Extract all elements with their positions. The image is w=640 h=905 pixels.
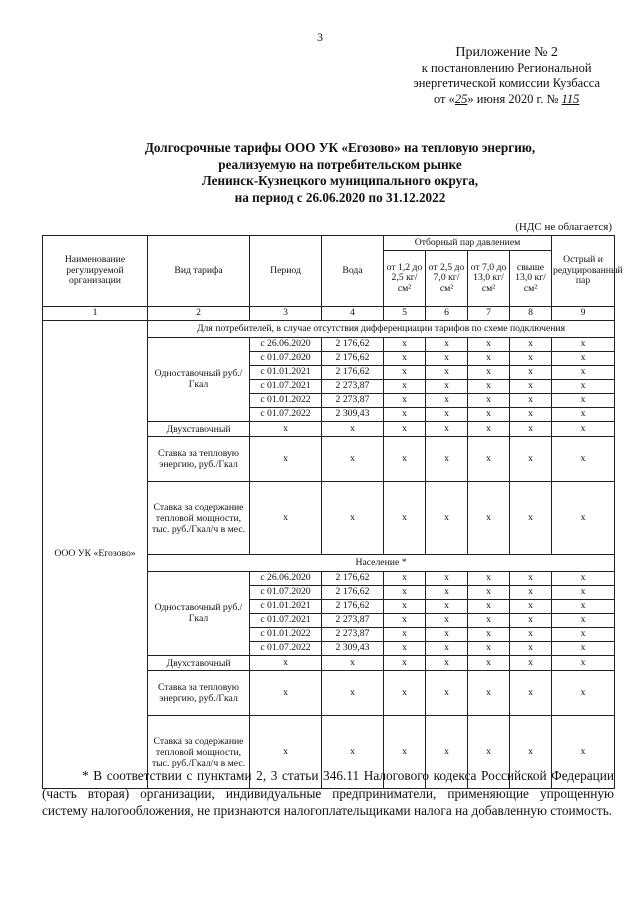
- value-cell: x: [510, 716, 552, 789]
- value-cell: x: [426, 614, 468, 628]
- appendix-title: Приложение № 2: [455, 45, 558, 60]
- value-cell: x: [384, 628, 426, 642]
- value-cell: x: [468, 671, 510, 716]
- value-cell: x: [426, 338, 468, 352]
- value-cell: x: [468, 572, 510, 586]
- value-cell: x: [510, 338, 552, 352]
- two-rate-label: Двухставочный: [148, 422, 250, 437]
- energy-rate-label: Ставка за тепловую энергию, руб./Гкал: [148, 437, 250, 482]
- vat-footnote: [42, 767, 614, 820]
- header-pressure-3: от 7,0 до 13,0 кг/см²: [468, 251, 510, 307]
- section-title: Население *: [148, 555, 615, 572]
- col-number: 3: [250, 307, 322, 321]
- value-cell: 2 309,43: [322, 408, 384, 422]
- value-cell: x: [322, 671, 384, 716]
- value-cell: x: [468, 437, 510, 482]
- value-cell: 2 176,62: [322, 600, 384, 614]
- value-cell: x: [510, 437, 552, 482]
- value-cell: x: [468, 366, 510, 380]
- value-cell: x: [426, 408, 468, 422]
- value-cell: x: [384, 586, 426, 600]
- appendix-line-3: энергетической комиссии Кузбасса: [413, 76, 600, 90]
- header-sharp-steam: Острый и редуцированный пар: [552, 236, 615, 307]
- header-pressure-4: свыше 13,0 кг/см²: [510, 251, 552, 307]
- value-cell: x: [426, 656, 468, 671]
- header-org: Наименование регулируемой организации: [43, 236, 148, 307]
- header-period: Период: [250, 236, 322, 307]
- value-cell: x: [384, 656, 426, 671]
- value-cell: x: [384, 600, 426, 614]
- value-cell: x: [510, 614, 552, 628]
- value-cell: 2 176,62: [322, 572, 384, 586]
- period-cell: с 01.07.2022: [250, 642, 322, 656]
- value-cell: x: [552, 366, 615, 380]
- capacity-rate-label: Ставка за содержание тепловой мощности, тыс. руб./Гкал/ч в мес.: [148, 482, 250, 555]
- header-pressure-2: от 2,5 до 7,0 кг/см²: [426, 251, 468, 307]
- value-cell: x: [468, 482, 510, 555]
- value-cell: 2 273,87: [322, 380, 384, 394]
- value-cell: 2 176,62: [322, 586, 384, 600]
- value-cell: x: [552, 628, 615, 642]
- value-cell: x: [250, 671, 322, 716]
- value-cell: x: [552, 394, 615, 408]
- value-cell: x: [552, 656, 615, 671]
- value-cell: x: [468, 628, 510, 642]
- period-cell: с 01.01.2022: [250, 394, 322, 408]
- resolution-number: 115: [561, 91, 580, 106]
- title-line-3: Ленинск-Кузнецкого муниципального округа,: [201, 173, 479, 188]
- value-cell: x: [468, 408, 510, 422]
- value-cell: x: [552, 437, 615, 482]
- value-cell: x: [468, 422, 510, 437]
- period-cell: с 26.06.2020: [250, 338, 322, 352]
- title-line-1: Долгосрочные тарифы ООО УК «Егозово» на тепловую энергию,: [144, 140, 536, 155]
- value-cell: x: [322, 716, 384, 789]
- col-number: 2: [148, 307, 250, 321]
- col-number: 4: [322, 307, 384, 321]
- col-number: 5: [384, 307, 426, 321]
- value-cell: x: [552, 572, 615, 586]
- col-number: 7: [468, 307, 510, 321]
- value-cell: x: [322, 656, 384, 671]
- date-mid: » июня 2020 г. №: [467, 91, 559, 106]
- header-tariff-type: Вид тарифа: [148, 236, 250, 307]
- value-cell: x: [468, 394, 510, 408]
- value-cell: x: [510, 586, 552, 600]
- value-cell: x: [384, 614, 426, 628]
- value-cell: x: [552, 380, 615, 394]
- value-cell: x: [552, 422, 615, 437]
- period-cell: с 01.07.2020: [250, 586, 322, 600]
- period-cell: с 01.07.2021: [250, 380, 322, 394]
- value-cell: x: [468, 642, 510, 656]
- value-cell: x: [322, 422, 384, 437]
- value-cell: x: [510, 482, 552, 555]
- value-cell: x: [510, 656, 552, 671]
- value-cell: x: [250, 422, 322, 437]
- period-cell: с 01.07.2020: [250, 352, 322, 366]
- value-cell: x: [426, 394, 468, 408]
- single-rate-label: Одноставочный руб./Гкал: [148, 338, 250, 422]
- value-cell: x: [426, 380, 468, 394]
- value-cell: x: [468, 656, 510, 671]
- value-cell: x: [250, 656, 322, 671]
- value-cell: x: [426, 586, 468, 600]
- page-number: 3: [317, 30, 323, 44]
- value-cell: x: [426, 482, 468, 555]
- value-cell: 2 176,62: [322, 338, 384, 352]
- value-cell: x: [384, 380, 426, 394]
- section-title: Для потребителей, в случае отсутствия дифференциации тарифов по схеме подключения: [148, 321, 615, 338]
- capacity-rate-label: Ставка за содержание тепловой мощности, тыс. руб./Гкал/ч в мес.: [148, 716, 250, 789]
- value-cell: x: [250, 716, 322, 789]
- title-line-2: реализуемую на потребительском рынке: [218, 156, 462, 172]
- value-cell: 2 273,87: [322, 614, 384, 628]
- appendix-line-2: к постановлению Региональной: [421, 60, 592, 75]
- energy-rate-label: Ставка за тепловую энергию, руб./Гкал: [148, 671, 250, 716]
- value-cell: x: [426, 572, 468, 586]
- footnote-text: * В соответствии с пунктами 2, 3 статьи 346.11 Налогового кодекса Российской Федерации (часть вторая) организации, индивидуальные предприниматели, применяющие упрощенную систему налогообложения, не признаются налогоплательщиками налога на добавленную стоимость.: [42, 768, 614, 818]
- value-cell: x: [384, 572, 426, 586]
- organization-name: ООО УК «Егозово»: [43, 321, 148, 789]
- tariff-table: [42, 235, 623, 789]
- value-cell: x: [510, 600, 552, 614]
- value-cell: x: [552, 614, 615, 628]
- value-cell: x: [552, 671, 615, 716]
- period-cell: с 26.06.2020: [250, 572, 322, 586]
- value-cell: x: [322, 482, 384, 555]
- value-cell: x: [552, 352, 615, 366]
- value-cell: x: [426, 642, 468, 656]
- value-cell: x: [384, 352, 426, 366]
- header-steam-group: Отборный пар давлением: [384, 236, 552, 251]
- header-pressure-1: от 1,2 до 2,5 кг/см²: [384, 251, 426, 307]
- section-title-row: [43, 321, 615, 338]
- period-cell: с 01.07.2021: [250, 614, 322, 628]
- value-cell: x: [510, 671, 552, 716]
- col-number: 1: [43, 307, 148, 321]
- period-cell: с 01.01.2021: [250, 600, 322, 614]
- title-line-4: на период с 26.06.2020 по 31.12.2022: [234, 189, 446, 205]
- column-number-row: [43, 307, 615, 321]
- col-number: 9: [552, 307, 615, 321]
- single-rate-label: Одноставочный руб./Гкал: [148, 572, 250, 656]
- value-cell: 2 273,87: [322, 628, 384, 642]
- value-cell: x: [426, 366, 468, 380]
- two-rate-label: Двухставочный: [148, 656, 250, 671]
- value-cell: x: [384, 394, 426, 408]
- value-cell: x: [510, 422, 552, 437]
- header-water: Вода: [322, 236, 384, 307]
- value-cell: 2 309,43: [322, 642, 384, 656]
- value-cell: x: [552, 600, 615, 614]
- value-cell: x: [468, 586, 510, 600]
- value-cell: x: [426, 628, 468, 642]
- appendix-date: [413, 92, 600, 108]
- period-cell: с 01.01.2021: [250, 366, 322, 380]
- value-cell: x: [384, 642, 426, 656]
- value-cell: x: [468, 338, 510, 352]
- value-cell: x: [552, 716, 615, 789]
- value-cell: x: [552, 586, 615, 600]
- value-cell: x: [384, 422, 426, 437]
- document-title: [60, 140, 620, 206]
- value-cell: 2 273,87: [322, 394, 384, 408]
- value-cell: x: [510, 352, 552, 366]
- period-cell: с 01.01.2022: [250, 628, 322, 642]
- value-cell: x: [250, 482, 322, 555]
- value-cell: x: [426, 600, 468, 614]
- col-number: 8: [510, 307, 552, 321]
- value-cell: x: [426, 422, 468, 437]
- value-cell: x: [552, 408, 615, 422]
- value-cell: x: [250, 437, 322, 482]
- value-cell: x: [384, 338, 426, 352]
- value-cell: x: [510, 628, 552, 642]
- col-number: 6: [426, 307, 468, 321]
- value-cell: x: [552, 338, 615, 352]
- value-cell: x: [510, 366, 552, 380]
- value-cell: x: [384, 671, 426, 716]
- appendix-header: [413, 45, 600, 107]
- value-cell: x: [510, 408, 552, 422]
- value-cell: x: [384, 437, 426, 482]
- date-day: 25: [454, 91, 468, 106]
- value-cell: x: [426, 716, 468, 789]
- value-cell: x: [468, 352, 510, 366]
- value-cell: x: [426, 437, 468, 482]
- value-cell: x: [426, 671, 468, 716]
- period-cell: с 01.07.2022: [250, 408, 322, 422]
- vat-note: (НДС не облагается): [515, 221, 612, 233]
- value-cell: x: [384, 366, 426, 380]
- value-cell: 2 176,62: [322, 366, 384, 380]
- header-row-1: [43, 236, 615, 251]
- date-prefix: от «: [433, 91, 455, 106]
- value-cell: x: [468, 600, 510, 614]
- value-cell: x: [468, 380, 510, 394]
- value-cell: x: [468, 614, 510, 628]
- value-cell: 2 176,62: [322, 352, 384, 366]
- value-cell: x: [426, 352, 468, 366]
- value-cell: x: [510, 642, 552, 656]
- value-cell: x: [510, 572, 552, 586]
- value-cell: x: [552, 482, 615, 555]
- value-cell: x: [468, 716, 510, 789]
- value-cell: x: [510, 380, 552, 394]
- value-cell: x: [384, 408, 426, 422]
- value-cell: x: [552, 642, 615, 656]
- value-cell: x: [322, 437, 384, 482]
- value-cell: x: [384, 482, 426, 555]
- value-cell: x: [384, 716, 426, 789]
- value-cell: x: [510, 394, 552, 408]
